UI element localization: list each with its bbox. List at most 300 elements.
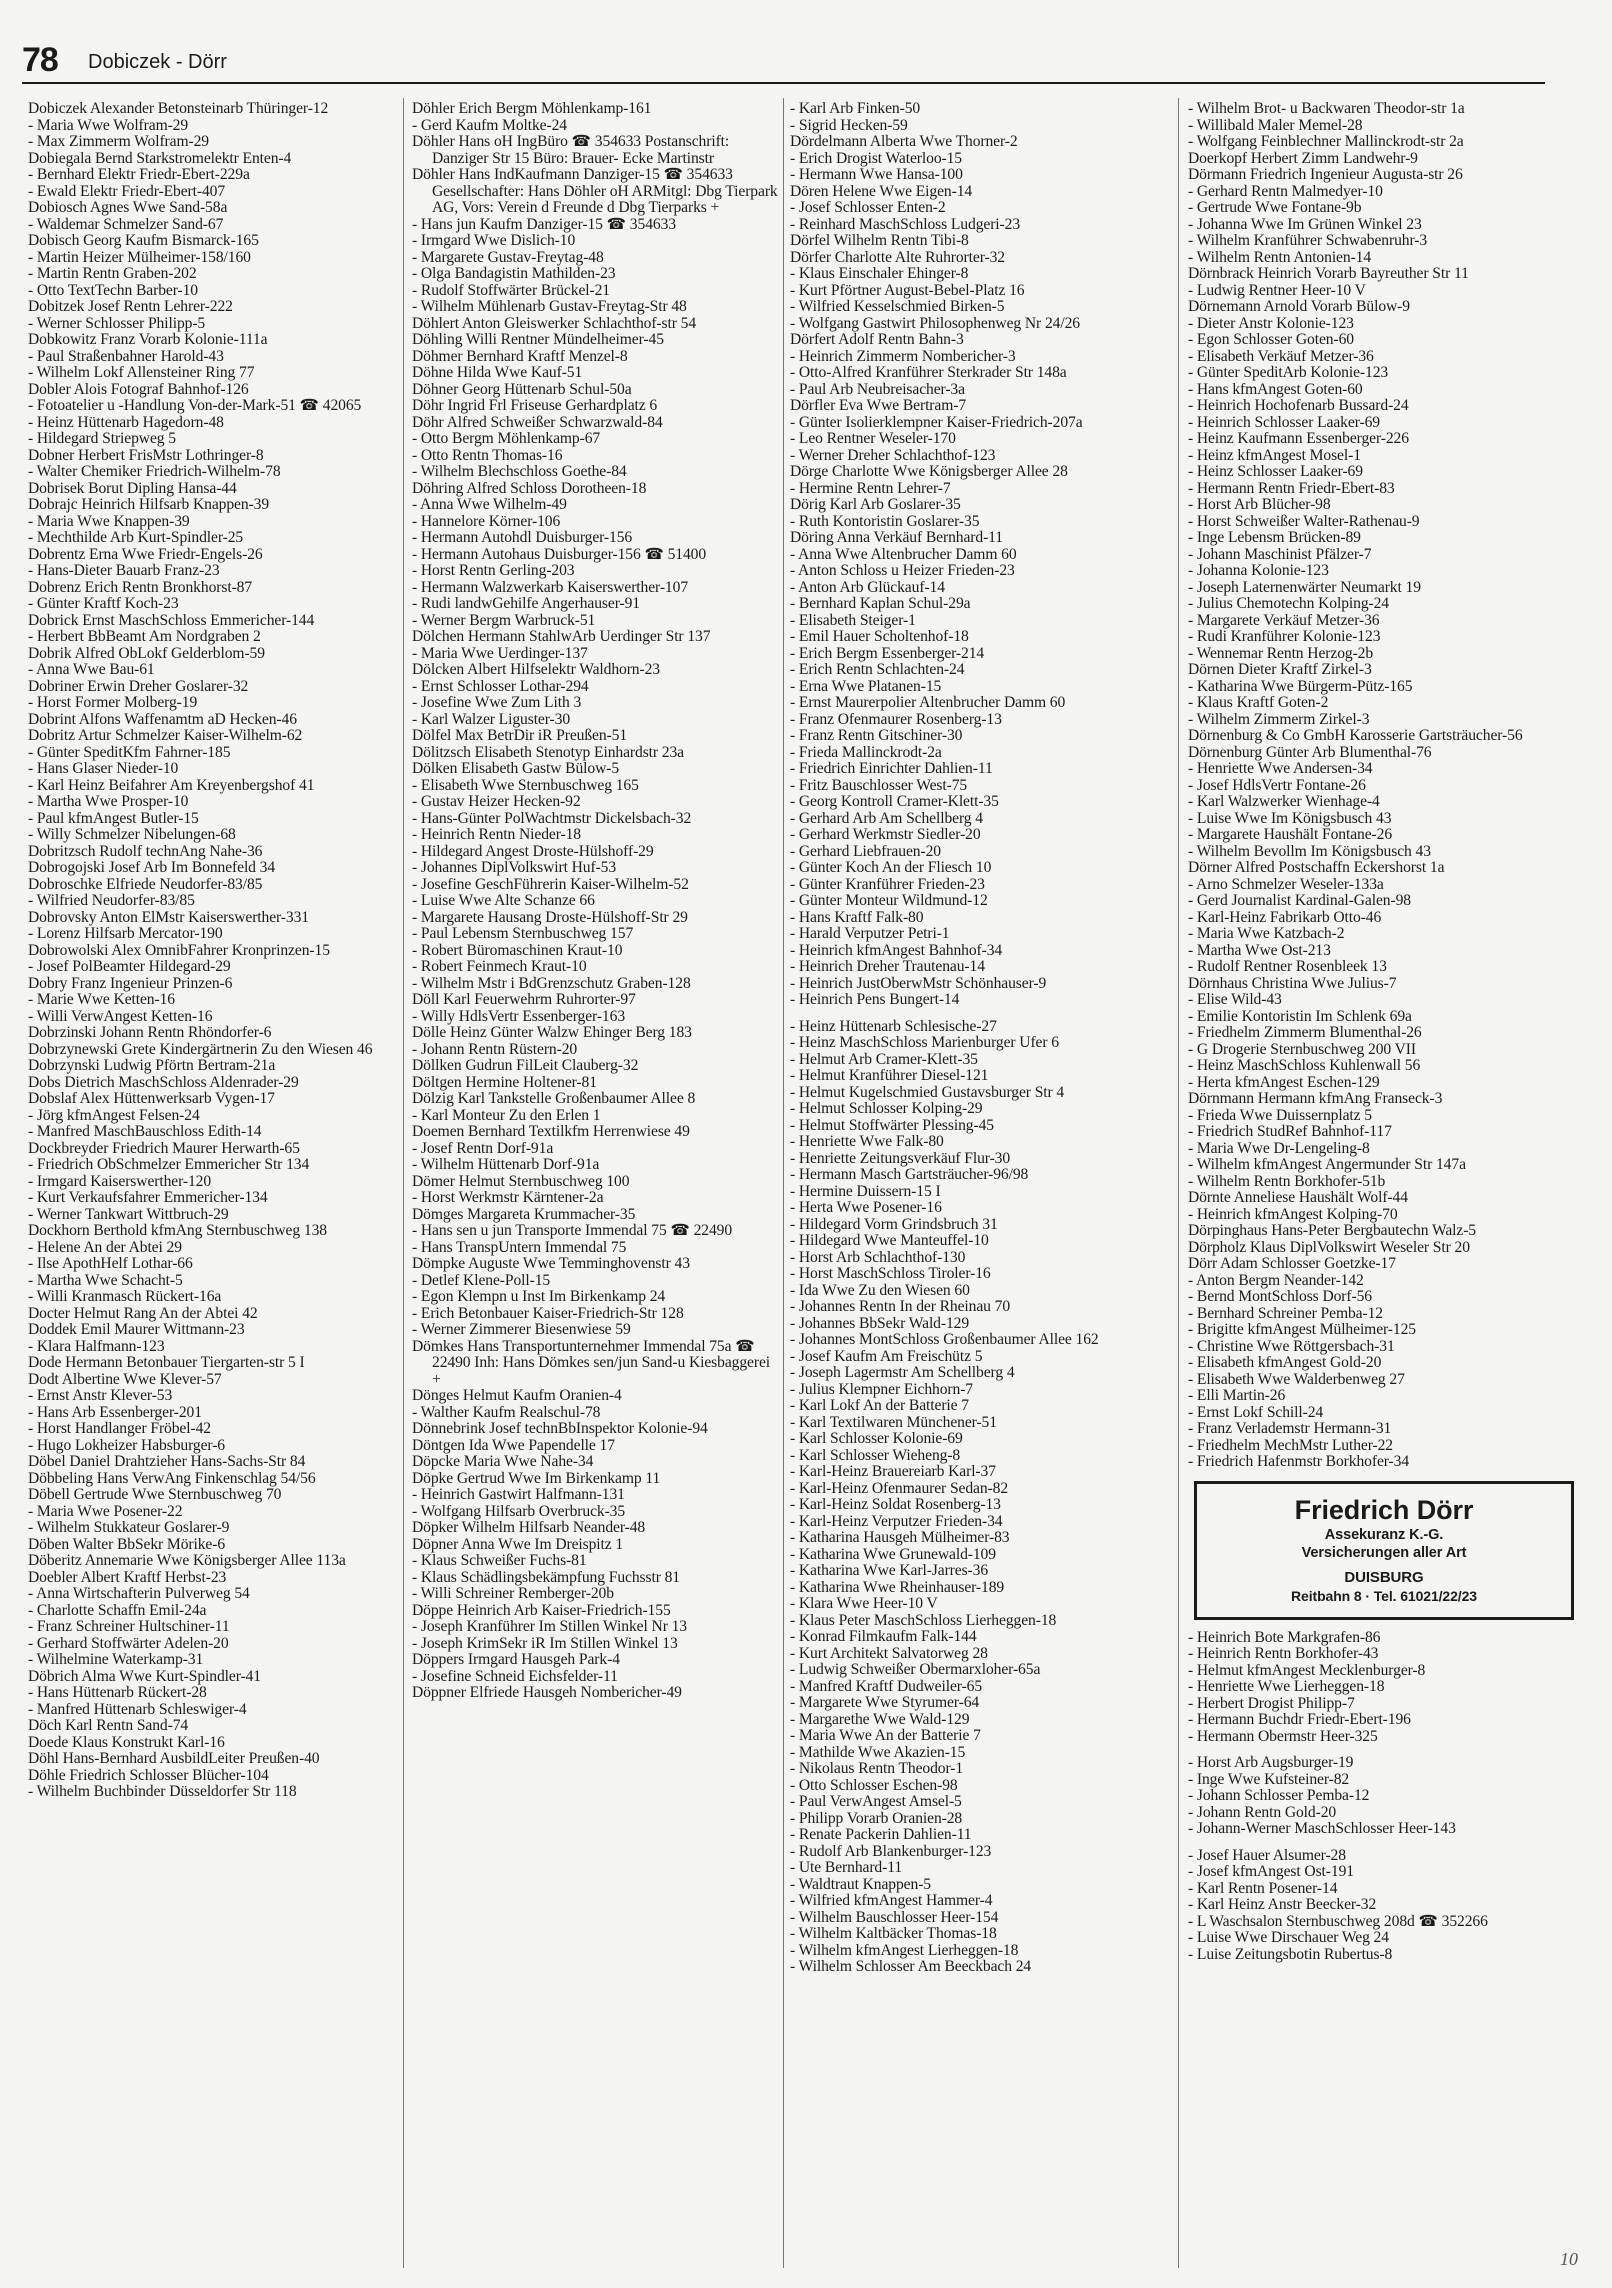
directory-entry: - Wilhelm Mühlenarb Gustav-Freytag-Str 48 xyxy=(412,298,687,315)
directory-entry: - Helmut Arb Cramer-Klett-35 xyxy=(790,1050,978,1068)
directory-entry: Döll Karl Feuerwehrm Ruhrorter-97 xyxy=(412,991,636,1008)
directory-entry: - Brigitte kfmAngest Mülheimer-125 xyxy=(1188,1321,1416,1338)
directory-entry: - Ruth Kontoristin Goslarer-35 xyxy=(790,512,980,530)
directory-entry: - Wilhelm Blechschloss Goethe-84 xyxy=(412,463,627,480)
directory-entry: - Wennemar Rentn Herzog-2b xyxy=(1188,644,1374,662)
directory-entry: - Horst Arb Schlachthof-130 xyxy=(790,1248,966,1266)
directory-entry: - Fotoatelier u -Handlung Von-der-Mark-51 ☎ 42065 xyxy=(28,397,362,414)
directory-entry: - Ute Bernhard-11 xyxy=(790,1859,903,1876)
directory-entry: - Martha Wwe Schacht-5 xyxy=(28,1271,183,1289)
directory-entry: - Maria Wwe Posener-22 xyxy=(28,1502,183,1520)
directory-entry: Döbell Gertrude Wwe Sternbuschweg 70 xyxy=(28,1486,282,1503)
directory-entry: - Josef HdlsVertr Fontane-26 xyxy=(1188,776,1366,794)
directory-entry: Dobrogojski Josef Arb Im Bonnefeld 34 xyxy=(28,859,276,876)
directory-entry: Dölchen Hermann StahlwArb Uerdinger Str 137 xyxy=(412,628,711,645)
directory-entry: Dobrisek Borut Dipling Hansa-44 xyxy=(28,479,237,497)
directory-entry: - Klaus Einschaler Ehinger-8 xyxy=(790,265,969,282)
directory-entry: - Werner Dreher Schlachthof-123 xyxy=(790,446,996,464)
directory-entry: - Herbert BbBeamt Am Nordgraben 2 xyxy=(28,628,261,645)
column-divider xyxy=(1178,98,1179,2268)
directory-entry: - Horst Arb Blücher-98 xyxy=(1188,496,1331,513)
directory-entry: - Otto-Alfred Kranführer Sterkrader Str 148a xyxy=(790,364,1067,381)
directory-entry: - Josef Schlosser Enten-2 xyxy=(790,199,946,216)
directory-entry: Döllken Gudrun FilLeit Clauberg-32 xyxy=(412,1057,639,1074)
directory-entry: - Reinhard MaschSchloss Ludgeri-23 xyxy=(790,215,1021,233)
directory-entry: - Katharina Hausgeh Mülheimer-83 xyxy=(790,1529,1010,1546)
directory-entry: - Johann Maschinist Pfälzer-7 xyxy=(1188,545,1372,563)
directory-entry: - Joseph KrimSekr iR Im Stillen Winkel 13 xyxy=(412,1634,678,1652)
directory-entry: - Georg Kontroll Cramer-Klett-35 xyxy=(790,793,999,810)
directory-entry: Doddek Emil Maurer Wittmann-23 xyxy=(28,1321,245,1338)
directory-entry: - L Waschsalon Sternbuschweg 208d ☎ 352266 xyxy=(1188,1912,1488,1930)
directory-entry: - Günter SpeditArb Kolonie-123 xyxy=(1188,364,1389,381)
directory-entry: - Johannes DiplVolkswirt Huf-53 xyxy=(412,859,617,876)
directory-entry: - Renate Packerin Dahlien-11 xyxy=(790,1826,972,1843)
directory-entry: - Horst Arb Augsburger-19 xyxy=(1188,1754,1354,1771)
directory-entry: - Joseph Lagermstr Am Schellberg 4 xyxy=(790,1364,1015,1381)
directory-entry: - Inge Wwe Kufsteiner-82 xyxy=(1188,1770,1350,1788)
directory-entry: - Paul kfmAngest Butler-15 xyxy=(28,809,199,827)
directory-entry: - Gertrude Wwe Fontane-9b xyxy=(1188,199,1362,216)
directory-entry: - Otto TextTechn Barber-10 xyxy=(28,281,198,299)
directory-entry: Döhmer Bernhard Kraftf Menzel-8 xyxy=(412,347,628,365)
directory-entry: - Friedhelm Zimmerm Blumenthal-26 xyxy=(1188,1024,1422,1041)
directory-entry: - Heinrich Zimmerm Nombericher-3 xyxy=(790,347,1016,365)
directory-entry: - Anna Wirtschafterin Pulverweg 54 xyxy=(28,1585,250,1602)
directory-entry: Döpker Wilhelm Hilfsarb Neander-48 xyxy=(412,1519,646,1536)
directory-entry: - Klaus Kraftf Goten-2 xyxy=(1188,694,1329,711)
directory-entry: - Egon Schlosser Goten-60 xyxy=(1188,331,1354,348)
directory-entry: - Franz Ofenmaurer Rosenberg-13 xyxy=(790,710,1002,728)
directory-entry: Dörnenburg Günter Arb Blumenthal-76 xyxy=(1188,743,1432,761)
directory-entry: - Wilhelm Zimmerm Zirkel-3 xyxy=(1188,710,1370,728)
directory-entry: Dörnen Dieter Kraftf Zirkel-3 xyxy=(1188,661,1372,678)
directory-entry: Dobry Franz Ingenieur Prinzen-6 xyxy=(28,974,233,992)
directory-entry: - Karl Schlosser Kolonie-69 xyxy=(790,1430,963,1447)
directory-entry: - Willibald Maler Memel-28 xyxy=(1188,116,1363,134)
directory-entry: - Karl-Heinz Soldat Rosenberg-13 xyxy=(790,1496,1001,1513)
directory-entry: - Wilhelm Stukkateur Goslarer-9 xyxy=(28,1519,230,1536)
directory-entry: Dörfert Adolf Rentn Bahn-3 xyxy=(790,331,964,348)
directory-entry: - Konrad Filmkaufm Falk-144 xyxy=(790,1628,977,1645)
directory-entry: Dobrentz Erna Wwe Friedr-Engels-26 xyxy=(28,545,263,563)
directory-entry: - Robert Feinmech Kraut-10 xyxy=(412,958,587,975)
directory-entry: - Hans Kraftf Falk-80 xyxy=(790,908,924,926)
directory-entry: - Gerd Journalist Kardinal-Galen-98 xyxy=(1188,892,1411,909)
ad-address: Reitbahn 8 · Tel. 61021/22/23 xyxy=(1291,1587,1477,1604)
directory-entry: - Kurt Verkaufsfahrer Emmericher-134 xyxy=(28,1189,268,1206)
directory-entry: - Werner Bergm Warbruck-51 xyxy=(412,611,596,629)
directory-entry: Döhring Alfred Schloss Dorotheen-18 xyxy=(412,479,647,497)
directory-entry: Döhr Alfred Schweißer Schwarzwald-84 xyxy=(412,413,663,431)
directory-entry: Dörnmann Hermann kfmAng Franseck-3 xyxy=(1188,1090,1443,1107)
directory-entry: - Ernst Schlosser Lothar-294 xyxy=(412,677,589,695)
directory-entry: - Werner Zimmerer Biesenwiese 59 xyxy=(412,1321,631,1338)
ad-city: DUISBURG xyxy=(1344,1568,1424,1586)
directory-entry: - Bernhard Elektr Friedr-Ebert-229a xyxy=(28,166,250,183)
directory-entry: - Anna Wwe Wilhelm-49 xyxy=(412,496,567,513)
directory-entry: - Horst Schweißer Walter-Rathenau-9 xyxy=(1188,512,1420,530)
directory-entry: Dobrzynewski Grete Kindergärtnerin Zu den Wiesen 46 xyxy=(28,1040,373,1058)
directory-entry: - Johanna Kolonie-123 xyxy=(1188,562,1329,579)
directory-entry: - Katharina Wwe Rheinhauser-189 xyxy=(790,1578,1005,1596)
directory-entry: - Bernd MontSchloss Dorf-56 xyxy=(1188,1288,1372,1305)
directory-entry: Dömer Helmut Sternbuschweg 100 xyxy=(412,1172,630,1190)
directory-entry: - Ida Wwe Zu den Wiesen 60 xyxy=(790,1281,970,1299)
directory-entry: - Hermann Autohdl Duisburger-156 xyxy=(412,529,633,546)
directory-entry: - Friedrich Hafenmstr Borkhofer-34 xyxy=(1188,1453,1410,1470)
directory-entry: - Wilhelm kfmAngest Angermunder Str 147a xyxy=(1188,1156,1466,1173)
directory-entry: - Johann Schlosser Pemba-12 xyxy=(1188,1787,1370,1804)
directory-entry: - Hermann Masch Gartsträucher-96/98 xyxy=(790,1166,1029,1183)
directory-entry: Döhne Hilda Wwe Kauf-51 xyxy=(412,364,583,381)
directory-entry: - Erna Wwe Platanen-15 xyxy=(790,677,942,695)
directory-entry: - Josefine Wwe Zum Lith 3 xyxy=(412,694,582,711)
directory-entry: Döpcke Maria Wwe Nahe-34 xyxy=(412,1453,594,1470)
directory-entry: - Kurt Architekt Salvatorweg 28 xyxy=(790,1644,988,1662)
column-4-entries-top xyxy=(1188,101,1588,1471)
directory-entry: - Josef Hauer Alsumer-28 xyxy=(1188,1846,1346,1864)
directory-entry: - Günter SpeditKfm Fahrner-185 xyxy=(28,743,231,761)
directory-entry: - Karl Heinz Anstr Beecker-32 xyxy=(1188,1896,1377,1913)
directory-entry: - Karl Walzwerker Wienhage-4 xyxy=(1188,793,1380,810)
directory-entry: - Karl Schlosser Wieheng-8 xyxy=(790,1446,961,1464)
directory-entry: - Walter Chemiker Friedrich-Wilhelm-78 xyxy=(28,463,281,480)
directory-entry: - Wilhelm Kaltbäcker Thomas-18 xyxy=(790,1925,997,1942)
directory-entry: - Horst Former Molberg-19 xyxy=(28,694,198,711)
directory-entry: Dörig Karl Arb Goslarer-35 xyxy=(790,496,961,513)
directory-entry: Döben Walter BbSekr Mörike-6 xyxy=(28,1535,226,1553)
directory-entry: - Anna Wwe Bau-61 xyxy=(28,661,155,678)
directory-entry: Döppner Elfriede Hausgeh Nombericher-49 xyxy=(412,1684,682,1701)
directory-entry: - Hans Hüttenarb Rückert-28 xyxy=(28,1684,207,1701)
directory-entry: - Anton Bergm Neander-142 xyxy=(1188,1271,1364,1289)
directory-entry: - Hermann Obermstr Heer-325 xyxy=(1188,1727,1378,1745)
directory-entry: - Karl Walzer Liguster-30 xyxy=(412,710,571,728)
directory-entry: - Wilhelm kfmAngest Lierheggen-18 xyxy=(790,1941,1019,1959)
directory-entry: - Heinz Hüttenarb Hagedorn-48 xyxy=(28,413,224,431)
directory-entry: - Margarete Haushält Fontane-26 xyxy=(1188,826,1393,843)
directory-entry: - Heinz MaschSchloss Marienburger Ufer 6 xyxy=(790,1034,1059,1051)
directory-entry: - Katharina Wwe Karl-Jarres-36 xyxy=(790,1562,989,1579)
directory-entry: - Heinrich Schlosser Laaker-69 xyxy=(1188,413,1380,431)
directory-entry: - Friedhelm MechMstr Luther-22 xyxy=(1188,1436,1393,1454)
directory-entry: Dörfer Charlotte Alte Ruhrorter-32 xyxy=(790,248,1005,266)
directory-entry: - Martin Rentn Graben-202 xyxy=(28,265,197,282)
directory-entry: - Erich Drogist Waterloo-15 xyxy=(790,149,963,167)
directory-entry: - Ernst Maurerpolier Altenbrucher Damm 60 xyxy=(790,694,1066,711)
directory-entry: - Karl Monteur Zu den Erlen 1 xyxy=(412,1106,601,1124)
directory-entry: - Klaus Schweißer Fuchs-81 xyxy=(412,1552,587,1569)
directory-entry: - Heinrich JustOberwMstr Schönhauser-9 xyxy=(790,974,1047,992)
directory-entry: - Rudi Kranführer Kolonie-123 xyxy=(1188,628,1381,645)
directory-entry: - Franz Rentn Gitschiner-30 xyxy=(790,727,963,744)
directory-entry: - Hermann Buchdr Friedr-Ebert-196 xyxy=(1188,1711,1411,1728)
directory-entry: - Friedrich ObSchmelzer Emmericher Str 134 xyxy=(28,1156,310,1173)
directory-entry: - Johannes Rentn In der Rheinau 70 xyxy=(790,1298,1011,1315)
directory-entry: - Paul Arb Neubreisacher-3a xyxy=(790,380,965,398)
directory-entry: - Heinrich kfmAngest Kolping-70 xyxy=(1188,1205,1398,1223)
directory-entry: - Anna Wwe Altenbrucher Damm 60 xyxy=(790,545,1017,563)
directory-entry: - Maria Wwe Katzbach-2 xyxy=(1188,925,1345,942)
directory-entry: - Johann-Werner MaschSchlosser Heer-143 xyxy=(1188,1820,1456,1837)
directory-entry: - Hildegard Vorm Grindsbruch 31 xyxy=(790,1215,998,1233)
directory-entry: Dobritzsch Rudolf technAng Nahe-36 xyxy=(28,842,263,860)
ad-title: Friedrich Dörr xyxy=(1294,1494,1474,1525)
directory-entry: - Willy Schmelzer Nibelungen-68 xyxy=(28,826,236,843)
directory-entry: Docter Helmut Rang An der Abtei 42 xyxy=(28,1304,258,1322)
directory-entry: Dölcken Albert Hilfselektr Waldhorn-23 xyxy=(412,661,660,678)
directory-entry: - Friedrich StudRef Bahnhof-117 xyxy=(1188,1123,1392,1140)
directory-entry: - Ewald Elektr Friedr-Ebert-407 xyxy=(28,182,226,200)
directory-entry: Dörfel Wilhelm Rentn Tibi-8 xyxy=(790,232,969,249)
directory-entry: Dörmann Friedrich Ingenieur Augusta-str 26 xyxy=(1188,166,1463,183)
directory-entry: - Irmgard Kaiserswerther-120 xyxy=(28,1172,212,1190)
directory-entry: - Luise Wwe Im Königsbusch 43 xyxy=(1188,809,1392,827)
directory-entry: - Elisabeth Wwe Sternbuschweg 165 xyxy=(412,776,639,794)
directory-entry: Dobslaf Alex Hüttenwerksarb Vygen-17 xyxy=(28,1090,275,1107)
page-corner-mark: 10 xyxy=(1560,2249,1578,2269)
directory-entry: - Karl Lokf An der Batterie 7 xyxy=(790,1397,969,1414)
directory-entry: - Karl-Heinz Verputzer Frieden-34 xyxy=(790,1512,1003,1530)
directory-entry: - Johannes MontSchloss Großenbaumer Allee 162 xyxy=(790,1331,1099,1348)
directory-entry: - Günter Kraftf Koch-23 xyxy=(28,595,179,612)
directory-entry: - Günter Kranführer Frieden-23 xyxy=(790,875,985,893)
directory-entry: - Rudolf Arb Blankenburger-123 xyxy=(790,1842,992,1860)
directory-entry: - Horst Werkmstr Kärntener-2a xyxy=(412,1189,604,1206)
directory-entry: - Martha Wwe Ost-213 xyxy=(1188,941,1331,959)
directory-entry: - Willi Schreiner Remberger-20b xyxy=(412,1585,614,1602)
directory-entry: Döhler Hans IndKaufmann Danziger-15 ☎ 354633 Gesellschafter: Hans Döhler oH ARMitgl: Dbg Tierpark AG, Vors: Verein d Freunde d Dbg Tierparks + xyxy=(412,166,778,216)
directory-entry: - Irmgard Wwe Dislich-10 xyxy=(412,232,576,249)
directory-entry: - Ludwig Schweißer Obermarxloher-65a xyxy=(790,1661,1041,1678)
directory-entry: - Heinrich kfmAngest Bahnhof-34 xyxy=(790,941,1003,959)
directory-entry: - Nikolaus Rentn Theodor-1 xyxy=(790,1760,964,1777)
directory-entry: - Henriette Wwe Falk-80 xyxy=(790,1133,944,1150)
directory-entry: - Klaus Peter MaschSchloss Lierheggen-18 xyxy=(790,1611,1057,1629)
directory-entry: - Hermann Rentn Friedr-Ebert-83 xyxy=(1188,479,1395,497)
directory-entry: - Heinz Schlosser Laaker-69 xyxy=(1188,463,1363,480)
directory-entry: - Anton Schloss u Heizer Frieden-23 xyxy=(790,562,1015,579)
directory-entry: - Wilhelm Brot- u Backwaren Theodor-str 1a xyxy=(1188,101,1465,117)
directory-entry: Dobrint Alfons Waffenamtm aD Hecken-46 xyxy=(28,710,297,728)
directory-entry: - Hildegard Wwe Manteuffel-10 xyxy=(790,1232,989,1249)
directory-entry: Döhlert Anton Gleiswerker Schlachthof-str 54 xyxy=(412,314,697,332)
directory-entry: - Helmut Kranführer Diesel-121 xyxy=(790,1067,989,1084)
directory-entry: - Lorenz Hilfsarb Mercator-190 xyxy=(28,925,223,942)
directory-entry: - Elisabeth Steiger-1 xyxy=(790,611,916,629)
directory-entry: - Margarethe Wwe Wald-129 xyxy=(790,1710,970,1728)
directory-entry: - Heinrich Pens Bungert-14 xyxy=(790,991,960,1008)
directory-entry: - Heinz Hüttenarb Schlesische-27 xyxy=(790,1017,997,1035)
directory-entry: - Herta kfmAngest Eschen-129 xyxy=(1188,1073,1380,1091)
directory-entry: - Heinrich Rentn Nieder-18 xyxy=(412,826,581,843)
directory-entry: - Wilhelm Bauschlosser Heer-154 xyxy=(790,1908,999,1926)
directory-entry: Dockbreyder Friedrich Maurer Herwarth-65 xyxy=(28,1139,300,1157)
directory-entry: Dobritz Artur Schmelzer Kaiser-Wilhelm-62 xyxy=(28,727,303,744)
directory-entry: - Mathilde Wwe Akazien-15 xyxy=(790,1743,966,1761)
directory-entry: - Sigrid Hecken-59 xyxy=(790,116,908,134)
directory-entry: - Wilhelmine Waterkamp-31 xyxy=(28,1651,204,1668)
directory-entry: - Philipp Vorarb Oranien-28 xyxy=(790,1809,963,1827)
directory-entry: - Joseph Laternenwärter Neumarkt 19 xyxy=(1188,578,1421,596)
directory-entry: Döhl Hans-Bernhard AusbildLeiter Preußen-40 xyxy=(28,1750,320,1767)
directory-entry: Döpner Anna Wwe Im Dreispitz 1 xyxy=(412,1535,624,1553)
directory-entry: - Paul Lebensm Sternbuschweg 157 xyxy=(412,925,634,942)
directory-entry: - Martha Wwe Prosper-10 xyxy=(28,793,189,810)
directory-entry: - Charlotte Schaffn Emil-24a xyxy=(28,1601,207,1619)
directory-entry: - Erich Betonbauer Kaiser-Friedrich-Str 128 xyxy=(412,1304,684,1322)
directory-entry: Döhling Willi Rentner Mündelheimer-45 xyxy=(412,331,664,348)
directory-entry: - Luise Wwe Dirschauer Weg 24 xyxy=(1188,1929,1389,1946)
directory-entry: Dode Hermann Betonbauer Tiergarten-str 5 I xyxy=(28,1354,305,1371)
directory-entry: - Frieda Mallinckrodt-2a xyxy=(790,743,942,761)
directory-entry: - Katharina Wwe Grunewald-109 xyxy=(790,1545,996,1563)
directory-entry: Döbel Daniel Drahtzieher Hans-Sachs-Str 84 xyxy=(28,1453,306,1470)
directory-entry: - Heinrich Dreher Trautenau-14 xyxy=(790,958,985,975)
directory-entry: Doerkopf Herbert Zimm Landwehr-9 xyxy=(1188,149,1418,167)
directory-entry: - Maria Wwe An der Batterie 7 xyxy=(790,1727,981,1744)
directory-column-1 xyxy=(28,101,398,2251)
directory-entry: Dobroschke Elfriede Neudorfer-83/85 xyxy=(28,875,263,893)
directory-entry: Döbrich Alma Wwe Kurt-Spindler-41 xyxy=(28,1667,261,1685)
page-number: 78 xyxy=(22,41,58,79)
directory-entry: Dodt Albertine Wwe Klever-57 xyxy=(28,1370,222,1388)
directory-entry: - Karl Heinz Beifahrer Am Kreyenbergshof 41 xyxy=(28,776,315,794)
directory-entry: - Klara Wwe Heer-10 V xyxy=(790,1595,938,1612)
directory-entry: - Horst Handlanger Fröbel-42 xyxy=(28,1420,211,1437)
directory-entry: Döch Karl Rentn Sand-74 xyxy=(28,1717,189,1734)
directory-entry: - Heinrich Bote Markgrafen-86 xyxy=(1188,1628,1381,1646)
directory-entry: Dobner Herbert FrisMstr Lothringer-8 xyxy=(28,446,264,464)
directory-entry: Dölle Heinz Günter Walzw Ehinger Berg 183 xyxy=(412,1024,692,1041)
directory-entry: - Frieda Wwe Duissernplatz 5 xyxy=(1188,1106,1372,1124)
directory-entry: - Rudolf Rentner Rosenbleek 13 xyxy=(1188,958,1387,975)
directory-column-4 xyxy=(1188,101,1588,2251)
directory-entry: - Manfred MaschBauschloss Edith-14 xyxy=(28,1123,262,1140)
directory-entry: - Joseph Kranführer Im Stillen Winkel Nr 13 xyxy=(412,1618,687,1635)
directory-entry: Dörnte Anneliese Haushält Wolf-44 xyxy=(1188,1189,1408,1206)
directory-entry: - Herbert Drogist Philipp-7 xyxy=(1188,1694,1355,1712)
directory-entry: - Otto Bergm Möhlenkamp-67 xyxy=(412,430,601,447)
directory-entry: Dobiegala Bernd Starkstromelektr Enten-4 xyxy=(28,149,292,167)
directory-entry: Dobriner Erwin Dreher Goslarer-32 xyxy=(28,677,249,695)
directory-entry: Dörnhaus Christina Wwe Julius-7 xyxy=(1188,974,1397,992)
directory-column-2 xyxy=(412,101,780,2251)
directory-entry: - Willi VerwAngest Ketten-16 xyxy=(28,1007,213,1025)
directory-entry: - Friedrich Einrichter Dahlien-11 xyxy=(790,760,993,777)
directory-entry: - Helene An der Abtei 29 xyxy=(28,1238,182,1256)
directory-entry: - Dieter Anstr Kolonie-123 xyxy=(1188,314,1354,332)
directory-entry: Dobitzek Josef Rentn Lehrer-222 xyxy=(28,298,233,315)
directory-entry: Döhler Erich Bergm Möhlenkamp-161 xyxy=(412,101,652,117)
directory-entry: - Josefine Schneid Eichsfelder-11 xyxy=(412,1667,618,1685)
directory-entry: - Gerhard Werkmstr Siedler-20 xyxy=(790,826,981,843)
directory-entry: - Klara Halfmann-123 xyxy=(28,1337,165,1355)
directory-entry: - Helmut Stoffwärter Plessing-45 xyxy=(790,1116,994,1134)
directory-entry: - Gerhard Stoffwärter Adelen-20 xyxy=(28,1634,229,1652)
directory-entry: Dönnebrink Josef technBbInspektor Kolonie-94 xyxy=(412,1420,708,1437)
directory-entry: - Waldtraut Knappen-5 xyxy=(790,1875,931,1893)
directory-entry: Döhler Hans oH IngBüro ☎ 354633 Postanschrift: Danziger Str 15 Büro: Brauer- Ecke Martinstr xyxy=(412,133,730,167)
directory-entry: - Arno Schmelzer Weseler-133a xyxy=(1188,875,1384,893)
directory-entry: - Max Zimmerm Wolfram-29 xyxy=(28,133,209,150)
directory-entry: - Karl-Heinz Brauereiarb Karl-37 xyxy=(790,1463,996,1480)
directory-entry: - Johann Rentn Rüstern-20 xyxy=(412,1040,578,1058)
directory-entry: Dockhorn Berthold kfmAng Sternbuschweg 138 xyxy=(28,1222,327,1239)
directory-entry: Döring Anna Verkäuf Bernhard-11 xyxy=(790,529,1003,546)
directory-entry: Döntgen Ida Wwe Papendelle 17 xyxy=(412,1436,615,1454)
directory-entry: Dörge Charlotte Wwe Königsberger Allee 28 xyxy=(790,463,1068,480)
directory-entry: - Josef kfmAngest Ost-191 xyxy=(1188,1863,1354,1880)
directory-entry: - Manfred Kraftf Dudweiler-65 xyxy=(790,1677,983,1695)
directory-entry: - Robert Büromaschinen Kraut-10 xyxy=(412,941,623,959)
directory-entry: - Ernst Anstr Klever-53 xyxy=(28,1387,173,1404)
directory-entry: - Emil Hauer Scholtenhof-18 xyxy=(790,628,969,645)
directory-entry: - Katharina Wwe Bürgerm-Pütz-165 xyxy=(1188,677,1413,695)
directory-entry: Dölzig Karl Tankstelle Großenbaumer Allee 8 xyxy=(412,1090,696,1107)
directory-entry: - G Drogerie Sternbuschweg 200 VII xyxy=(1188,1040,1416,1058)
directory-entry: - Emilie Kontoristin Im Schlenk 69a xyxy=(1188,1007,1412,1025)
directory-entry: Dobiczek Alexander Betonsteinarb Thüringer-12 xyxy=(28,101,329,117)
directory-entry: Dömkes Hans Transportunternehmer Immendal 75a ☎ 22490 Inh: Hans Dömkes sen/jun Sand-u Kiesbaggerei + xyxy=(412,1337,771,1388)
directory-entry: - Luise Zeitungsbotin Rubertus-8 xyxy=(1188,1945,1393,1963)
directory-entry: - Wilhelm Hüttenarb Dorf-91a xyxy=(412,1156,600,1173)
directory-entry: - Johann Rentn Gold-20 xyxy=(1188,1803,1337,1821)
directory-entry: - Franz Verlademstr Hermann-31 xyxy=(1188,1420,1392,1437)
directory-entry: - Gerhard Rentn Malmedyer-10 xyxy=(1188,182,1383,200)
directory-entry: - Hans-Dieter Bauarb Franz-23 xyxy=(28,562,220,579)
directory-entry: Doede Klaus Konstrukt Karl-16 xyxy=(28,1733,225,1751)
directory-entry: Dören Helene Wwe Eigen-14 xyxy=(790,182,973,200)
page-range-heading: Dobiczek - Dörr xyxy=(88,51,227,73)
directory-entry: - Paul VerwAngest Amsel-5 xyxy=(790,1793,962,1810)
directory-entry: Dönges Helmut Kaufm Oranien-4 xyxy=(412,1387,622,1404)
directory-entry: - Wilhelm Mstr i BdGrenzschutz Graben-128 xyxy=(412,974,691,992)
directory-entry: Doebler Albert Kraftf Herbst-23 xyxy=(28,1568,227,1586)
directory-entry: - Margarete Gustav-Freytag-48 xyxy=(412,248,604,266)
directory-entry: - Horst Rentn Gerling-203 xyxy=(412,562,575,579)
directory-entry: - Werner Schlosser Philipp-5 xyxy=(28,314,206,332)
directory-entry: - Ilse ApothHelf Lothar-66 xyxy=(28,1255,193,1272)
directory-entry: - Hans TranspUntern Immendal 75 xyxy=(412,1238,627,1256)
directory-entry: Dördelmann Alberta Wwe Thorner-2 xyxy=(790,133,1018,150)
directory-entry: - Jörg kfmAngest Felsen-24 xyxy=(28,1106,200,1124)
directory-entry: - Margarete Wwe Styrumer-64 xyxy=(790,1694,980,1711)
directory-entry: Dobrick Ernst MaschSchloss Emmericher-144 xyxy=(28,611,315,629)
column-divider xyxy=(403,98,404,2268)
directory-entry: - Gustav Heizer Hecken-92 xyxy=(412,793,581,810)
directory-entry: - Egon Klempn u Inst Im Birkenkamp 24 xyxy=(412,1288,666,1305)
directory-entry: Dölitzsch Elisabeth Stenotyp Einhardstr 23a xyxy=(412,743,685,761)
directory-entry: - Wolfgang Gastwirt Philosophenweg Nr 24/26 xyxy=(790,314,1080,332)
advertisement-box xyxy=(1194,1481,1574,1620)
directory-entry: Doemen Bernhard Textilkfm Herrenwiese 49 xyxy=(412,1123,690,1140)
directory-entry: - Hans Arb Essenberger-201 xyxy=(28,1403,202,1421)
directory-entry: - Helmut kfmAngest Mecklenburger-8 xyxy=(1188,1661,1426,1679)
page-header xyxy=(22,40,1545,84)
directory-entry: - Hans kfmAngest Goten-60 xyxy=(1188,380,1363,398)
directory-entry: - Hildegard Angest Droste-Hülshoff-29 xyxy=(412,842,654,860)
directory-entry: - Wolfgang Feinblechner Mallinckrodt-str 2a xyxy=(1188,133,1464,150)
directory-entry: Dobler Alois Fotograf Bahnhof-126 xyxy=(28,380,249,398)
directory-entry: - Hermann Autohaus Duisburger-156 ☎ 51400 xyxy=(412,545,707,563)
directory-entry: - Franz Schreiner Hultschiner-11 xyxy=(28,1618,230,1635)
directory-entry: - Heinz kfmAngest Mosel-1 xyxy=(1188,446,1361,464)
ad-company-type: Assekuranz K.-G. xyxy=(1324,1526,1444,1543)
directory-entry: - Wilhelm Rentn Borkhofer-51b xyxy=(1188,1172,1386,1190)
directory-entry: - Ernst Lokf Schill-24 xyxy=(1188,1403,1324,1421)
